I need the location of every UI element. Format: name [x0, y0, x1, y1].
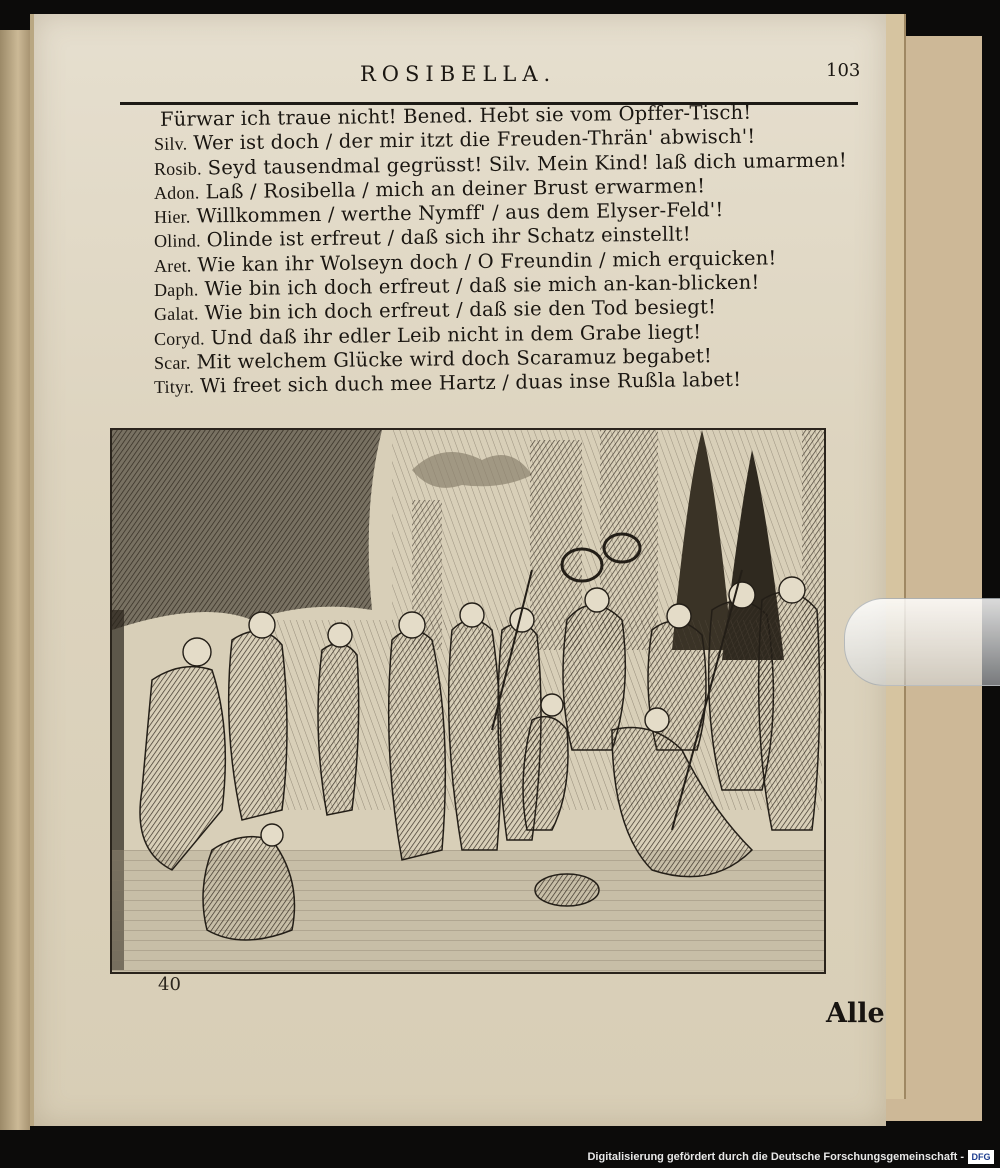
engraving-illustration: [112, 430, 824, 972]
verse-text: Willkommen / werthe Nymff' / aus dem Elyser-Feld'!: [196, 198, 724, 228]
verse-text: Seyd tausendmal gegrüsst! Silv. Mein Kind! laß dich umarmen!: [207, 148, 848, 179]
plate-number: 40: [158, 974, 181, 995]
dfg-logo-icon: DFG: [968, 1150, 994, 1164]
page-clip: [844, 598, 1000, 686]
footer-bar: [0, 1148, 1000, 1168]
verse-text: Wer ist doch / der mir itzt die Freuden-Thrän' abwisch'!: [193, 124, 756, 155]
speaker-name: Galat.: [153, 303, 199, 325]
verse-text: Fürwar ich traue nicht! Bened. Hebt sie vom Opffer-Tisch!: [159, 100, 752, 131]
page-number: 103: [826, 60, 861, 81]
speaker-name: Rosib.: [153, 158, 202, 179]
speaker-name: Tityr.: [153, 376, 195, 398]
speaker-name: Silv.: [153, 133, 188, 155]
speaker-name: Adon.: [153, 182, 200, 203]
facing-page-edge: [0, 30, 30, 1130]
catchword: Alle: [826, 998, 885, 1029]
verse-text: Wie bin ich doch erfreut / daß sie den Tod besiegt!: [204, 295, 717, 325]
running-head: ROSIBELLA.: [360, 62, 557, 86]
speaker-name: Hier.: [153, 206, 191, 228]
speaker-name: Coryd.: [153, 328, 205, 349]
verse-text: Laß / Rosibella / mich an deiner Brust erwarmen!: [205, 174, 706, 204]
verse-text: Wie bin ich doch erfreut / daß sie mich an-kan-blicken!: [204, 270, 760, 301]
speaker-name: Olind.: [153, 230, 201, 252]
verse-text: Wi freet sich duch mee Hartz / duas inse Rußla labet!: [199, 368, 742, 398]
verse-block: [153, 100, 864, 400]
speaker-name: Aret.: [153, 255, 192, 276]
speaker-name: Scar.: [153, 352, 191, 373]
verse-text: Mit welchem Glücke wird doch Scaramuz begabet!: [196, 344, 713, 374]
speaker-name: Daph.: [153, 279, 199, 301]
verse-text: Wie kan ihr Wolseyn doch / O Freundin / mich erquicken!: [197, 246, 777, 277]
verse-text: Und daß ihr edler Leib nicht in dem Grabe liegt!: [210, 319, 702, 349]
engraving-plate: [110, 428, 826, 974]
digitization-credit: Digitalisierung gefördert durch die Deutsche Forschungsgemeinschaft -: [587, 1151, 964, 1163]
verse-text: Olinde ist erfreut / daß sich ihr Schatz einstellt!: [206, 222, 692, 252]
